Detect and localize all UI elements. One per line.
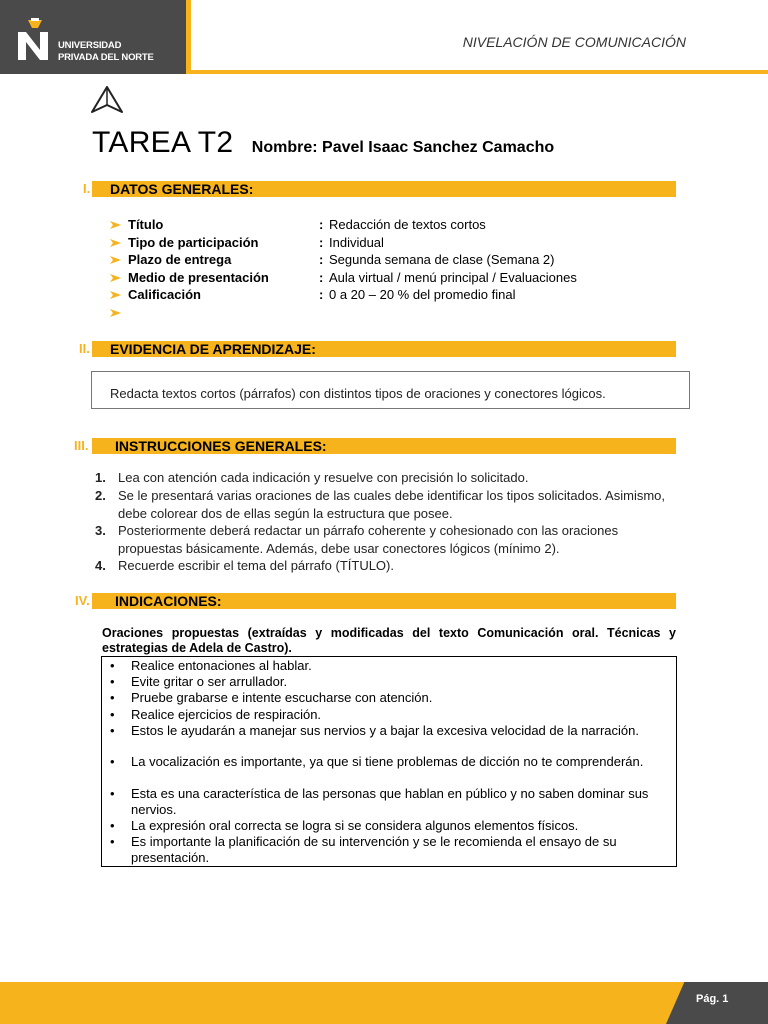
bullet-icon: • (110, 690, 115, 705)
footer-band (0, 982, 768, 1024)
instruccion-number: 3. (95, 523, 106, 538)
page-title (92, 126, 554, 160)
course-name: NIVELACIÓN DE COMUNICACIÓN (462, 34, 686, 50)
bullet-icon: • (110, 707, 115, 722)
instruccion-number: 1. (95, 470, 106, 485)
oracion-item (110, 674, 661, 690)
evidencia-box (91, 371, 690, 409)
page-number: Pág. 1 (696, 993, 729, 1005)
oraciones-box (101, 656, 677, 867)
section-4-number: IV. (75, 593, 90, 608)
oracion-item (110, 658, 661, 674)
oracion-text: Realice entonaciones al hablar. (131, 658, 312, 673)
instruccion-text: Se le presentará varias oraciones de las cuales debe identificar los tipos solicitados. Asimismo, debe colorear dos de ellas según la estructura que posee. (118, 488, 665, 521)
arrow-bullet-icon (110, 291, 121, 299)
university-logo-icon (18, 18, 52, 60)
section-4-title: INDICACIONES: (115, 593, 222, 609)
oracion-text: La vocalización es importante, ya que si tiene problemas de dicción no te comprenderán. (131, 754, 644, 769)
bullet-icon: • (110, 834, 115, 849)
indicaciones-intro: Oraciones propuestas (extraídas y modificadas del texto Comunicación oral. Técnicas y estrategias de Adela de Castro). (102, 626, 676, 655)
oracion-item (110, 818, 661, 834)
navigation-arrow-icon (90, 86, 124, 114)
datos-label: Medio de presentación (128, 270, 269, 285)
arrow-bullet-icon (110, 221, 121, 229)
university-name (58, 40, 154, 64)
task-title: TAREA T2 (92, 126, 234, 159)
datos-colon: : (319, 252, 324, 267)
bullet-icon: • (110, 723, 115, 738)
arrow-bullet-icon (110, 309, 121, 317)
oracion-item (110, 690, 661, 706)
datos-colon: : (319, 287, 324, 302)
arrow-bullet-icon (110, 256, 121, 264)
section-1-number: I. (83, 181, 91, 196)
university-name-line1: UNIVERSIDAD (58, 40, 122, 51)
oracion-item (110, 707, 661, 723)
bullet-icon: • (110, 658, 115, 673)
oracion-text: Evite gritar o ser arrullador. (131, 674, 288, 689)
section-3-number: III. (74, 438, 89, 453)
logo-panel (0, 0, 186, 74)
oracion-text: Realice ejercicios de respiración. (131, 707, 322, 722)
instruccion-text: Posteriormente deberá redactar un párrafo coherente y cohesionado con las oraciones propuestas básicamente. Además, debe usar conectores lógicos (mínimo 2). (118, 523, 619, 556)
oracion-text: Estos le ayudarán a manejar sus nervios y a bajar la excesiva velocidad de la narración. (131, 723, 639, 738)
datos-value: 0 a 20 – 20 % del promedio final (329, 287, 516, 302)
oracion-text: La expresión oral correcta se logra si se considera algunos elementos físicos. (131, 818, 579, 833)
arrow-bullet-icon (110, 239, 121, 247)
datos-value: Segunda semana de clase (Semana 2) (329, 252, 555, 267)
section-2-title: EVIDENCIA DE APRENDIZAJE: (110, 341, 316, 357)
datos-colon: : (319, 270, 324, 285)
oracion-text: Esta es una característica de las personas que hablan en público y no saben dominar sus nervios. (131, 786, 649, 817)
instruccion-text: Recuerde escribir el tema del párrafo (TÍTULO). (118, 558, 394, 573)
oracion-item (110, 834, 661, 865)
oracion-text: Es importante la planificación de su intervención y se le recomienda el ensayo de su presentación. (131, 834, 617, 865)
section-2-number: II. (79, 341, 90, 356)
section-1-title: DATOS GENERALES: (110, 181, 254, 197)
bullet-icon: • (110, 674, 115, 689)
datos-colon: : (319, 217, 324, 232)
instruccion-number: 4. (95, 558, 106, 573)
bullet-icon: • (110, 754, 115, 769)
datos-colon: : (319, 235, 324, 250)
instruccion-number: 2. (95, 488, 106, 503)
evidencia-text: Redacta textos cortos (párrafos) con distintos tipos de oraciones y conectores lógicos. (110, 386, 606, 401)
datos-value: Redacción de textos cortos (329, 217, 486, 232)
datos-label: Calificación (128, 287, 201, 302)
bullet-icon: • (110, 818, 115, 833)
student-name: Nombre: Pavel Isaac Sanchez Camacho (251, 139, 555, 156)
datos-value: Aula virtual / menú principal / Evaluaciones (329, 270, 577, 285)
datos-label: Plazo de entrega (128, 252, 232, 267)
arrow-bullet-icon (110, 274, 121, 282)
bullet-icon: • (110, 786, 115, 801)
oracion-item (110, 723, 661, 739)
university-name-line2: PRIVADA DEL NORTE (58, 52, 154, 63)
oracion-text: Pruebe grabarse e intente escucharse con atención. (131, 690, 433, 705)
datos-label: Título (128, 217, 164, 232)
oracion-item (110, 786, 661, 817)
instruccion-text: Lea con atención cada indicación y resuelve con precisión lo solicitado. (118, 470, 529, 485)
datos-label: Tipo de participación (128, 235, 259, 250)
datos-value: Individual (329, 235, 384, 250)
oracion-item (110, 754, 661, 770)
section-3-title: INSTRUCCIONES GENERALES: (115, 438, 327, 454)
